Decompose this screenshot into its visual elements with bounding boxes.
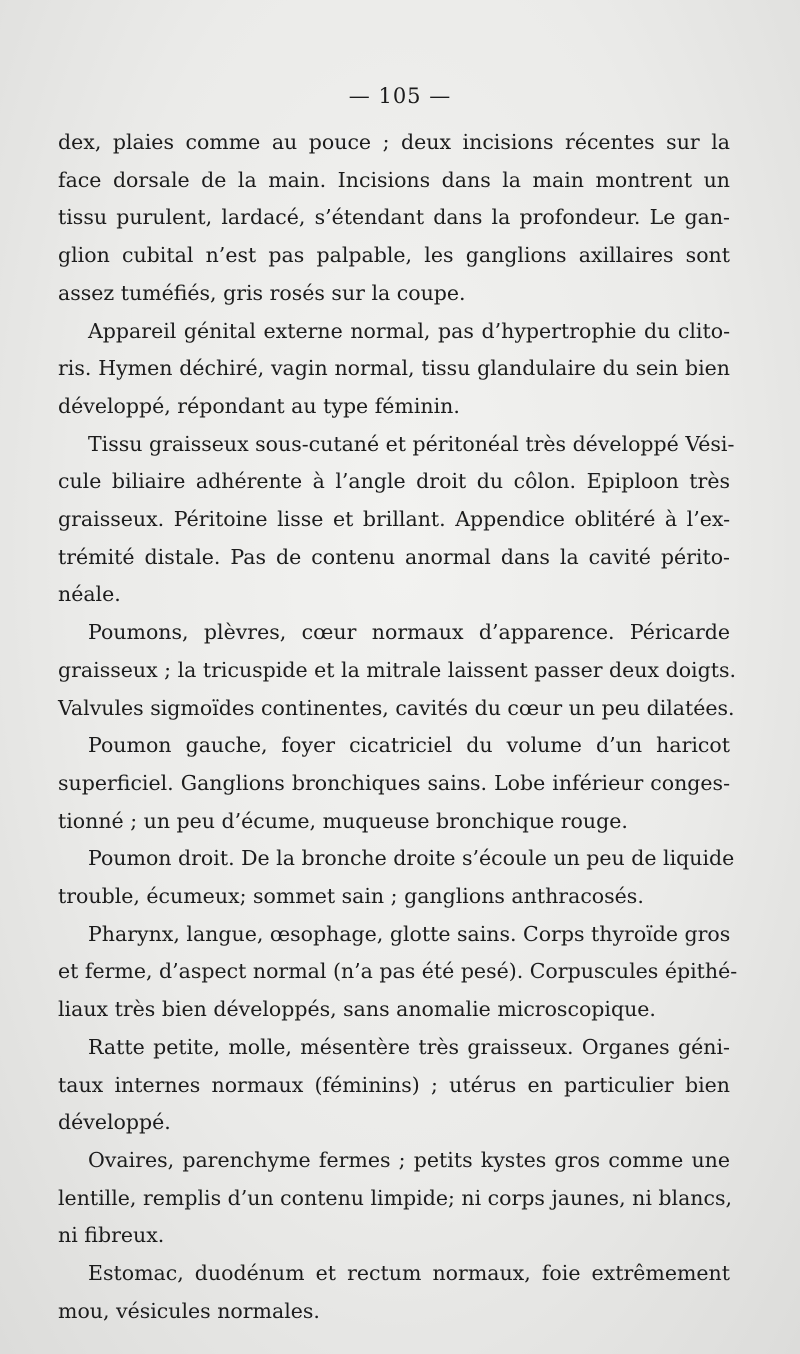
- paragraph: [58, 1029, 730, 1142]
- text-line: Valvules sigmoïdes continentes, cavités du cœur un peu dilatées.: [58, 695, 735, 720]
- text-line: et ferme, d’aspect normal (n’a pas été pesé). Corpuscules épithé-: [58, 959, 738, 984]
- text-line: mou, vésicules normales.: [58, 1298, 320, 1323]
- paragraph: [58, 124, 730, 313]
- text-line: ni fibreux.: [58, 1223, 165, 1248]
- text-line: liaux très bien développés, sans anomalie microscopique.: [58, 997, 656, 1022]
- text-line: développé, répondant au type féminin.: [58, 393, 460, 418]
- paragraph: [58, 614, 737, 727]
- text-line: Poumons, plèvres, cœur normaux d’apparence. Péricarde: [88, 620, 730, 645]
- text-line: Tissu graisseux sous-cutané et péritonéal très développé Vési-: [88, 431, 735, 456]
- paragraph: [58, 313, 730, 426]
- text-line: ris. Hymen déchiré, vagin normal, tissu glandulaire du sein bien: [58, 356, 730, 381]
- text-line: assez tuméfiés, gris rosés sur la coupe.: [58, 280, 466, 305]
- text-line: Estomac, duodénum et rectum normaux, foie extrêmement: [88, 1261, 730, 1286]
- paragraph: [58, 727, 730, 840]
- paragraph: [58, 1255, 730, 1330]
- text-line: tissu purulent, lardacé, s’étendant dans la profondeur. Le gan-: [58, 205, 730, 230]
- text-line: dex, plaies comme au pouce ; deux incisions récentes sur la: [58, 130, 730, 154]
- paragraph: [58, 1142, 733, 1255]
- text-line: tionné ; un peu d’écume, muqueuse bronchique rouge.: [58, 808, 628, 833]
- text-line: Poumon gauche, foyer cicatriciel du volume d’un haricot: [88, 733, 730, 758]
- text-line: Ovaires, parenchyme fermes ; petits kystes gros comme une: [88, 1147, 730, 1172]
- text-line: superficiel. Ganglions bronchiques sains. Lobe inférieur conges-: [58, 770, 730, 795]
- text-line: Appareil génital externe normal, pas d’hypertrophie du clito-: [88, 318, 730, 343]
- text-line: Poumon droit. De la bronche droite s’écoule un peu de liquide: [88, 846, 735, 871]
- text-line: Pharynx, langue, œsophage, glotte sains. Corps thyroïde gros: [88, 921, 731, 946]
- text-line: trémité distale. Pas de contenu anormal dans la cavité périto-: [58, 544, 730, 569]
- body-text: [58, 124, 738, 1331]
- text-line: glion cubital n’est pas palpable, les ganglions axillaires sont: [58, 243, 730, 268]
- paragraph: [58, 426, 735, 615]
- text-line: graisseux. Péritoine lisse et brillant. Appendice oblitéré à l’ex-: [58, 507, 730, 532]
- text-line: Ratte petite, molle, mésentère très graisseux. Organes géni-: [88, 1034, 730, 1059]
- paragraph: [58, 916, 738, 1029]
- text-line: néale.: [58, 582, 121, 607]
- text-line: trouble, écumeux; sommet sain ; ganglions anthracosés.: [58, 884, 644, 909]
- text-line: graisseux ; la tricuspide et la mitrale laissent passer deux doigts.: [58, 657, 737, 682]
- text-line: lentille, remplis d’un contenu limpide; ni corps jaunes, ni blancs,: [58, 1185, 733, 1210]
- paragraph: [58, 840, 735, 915]
- text-line: cule biliaire adhérente à l’angle droit du côlon. Epiploon très: [58, 469, 730, 494]
- text-line: face dorsale de la main. Incisions dans la main montrent un: [58, 167, 730, 192]
- page-number: — 105 —: [348, 84, 452, 108]
- text-line: développé.: [58, 1110, 171, 1135]
- text-line: taux internes normaux (féminins) ; utérus en particulier bien: [58, 1072, 730, 1097]
